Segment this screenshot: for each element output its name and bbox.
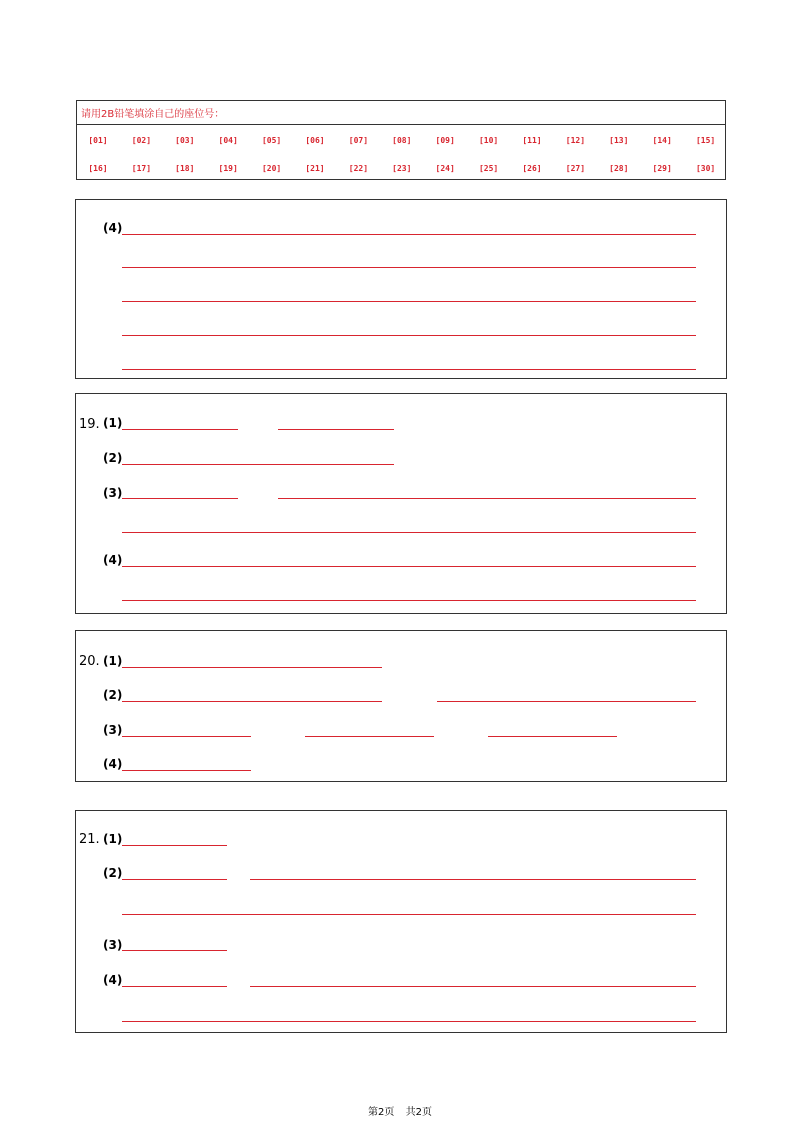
seat-option[interactable]: [06] [305, 136, 325, 145]
part-label-4: (4) [103, 757, 123, 771]
seat-option[interactable]: [27] [565, 164, 586, 173]
seat-option[interactable]: [22] [348, 164, 369, 173]
part-label-2: (2) [103, 688, 123, 702]
seat-number-box [76, 100, 726, 180]
seat-option[interactable]: [29] [652, 164, 672, 173]
answer-line[interactable] [250, 986, 696, 987]
seat-option[interactable]: [07] [348, 136, 369, 145]
seat-row-1 [77, 136, 725, 150]
seat-option[interactable]: [30] [695, 164, 716, 173]
seat-option[interactable]: [28] [609, 164, 629, 173]
answer-line[interactable] [122, 267, 696, 268]
seat-row-2 [77, 164, 725, 178]
answer-line[interactable] [250, 879, 696, 880]
seat-option[interactable]: [12] [565, 136, 586, 145]
answer-line[interactable] [122, 532, 696, 533]
answer-line[interactable] [122, 770, 251, 771]
page-footer [0, 1103, 800, 1118]
answer-line[interactable] [122, 950, 227, 951]
seat-option[interactable]: [19] [218, 164, 238, 173]
seat-option[interactable]: [14] [652, 136, 672, 145]
seat-option[interactable]: [01] [88, 136, 108, 145]
answer-line[interactable] [122, 464, 394, 465]
answer-line[interactable] [122, 667, 382, 668]
answer-line[interactable] [122, 914, 696, 915]
seat-option[interactable]: [02] [131, 136, 152, 145]
answer-line[interactable] [122, 701, 382, 702]
answer-box-20 [75, 630, 727, 782]
seat-option[interactable]: [04] [218, 136, 238, 145]
answer-box-19 [75, 393, 727, 614]
seat-option[interactable]: [18] [175, 164, 195, 173]
part-label-1: (1) [103, 654, 123, 668]
page-total: 共2页 [405, 1107, 432, 1118]
part-label-2: (2) [103, 866, 123, 880]
seat-option[interactable]: [15] [695, 136, 716, 145]
seat-option[interactable]: [21] [305, 164, 325, 173]
answer-line[interactable] [122, 369, 696, 370]
page-number: 第2页 [368, 1107, 395, 1118]
seat-option[interactable]: [11] [522, 136, 542, 145]
divider [77, 124, 725, 125]
seat-option[interactable]: [13] [609, 136, 629, 145]
answer-line[interactable] [305, 736, 434, 737]
question-number: 20. [79, 654, 100, 669]
answer-line[interactable] [122, 234, 696, 235]
seat-option[interactable]: [09] [435, 136, 455, 145]
seat-instruction: 请用2B铅笔填涂自己的座位号： [81, 109, 225, 120]
seat-option[interactable]: [10] [478, 136, 499, 145]
part-label-4: (4) [103, 973, 123, 987]
answer-line[interactable] [122, 429, 238, 430]
seat-option[interactable]: [08] [392, 136, 412, 145]
part-label-1: (1) [103, 832, 123, 846]
answer-line[interactable] [122, 566, 696, 567]
seat-option[interactable]: [17] [131, 164, 152, 173]
question-number: 21. [79, 832, 100, 847]
seat-option[interactable]: [26] [522, 164, 542, 173]
answer-line[interactable] [278, 498, 696, 499]
answer-line[interactable] [437, 701, 696, 702]
seat-option[interactable]: [05] [261, 136, 282, 145]
answer-line[interactable] [122, 879, 227, 880]
part-label-2: (2) [103, 451, 123, 465]
part-label-4: (4) [103, 553, 123, 567]
answer-line[interactable] [122, 301, 696, 302]
seat-option[interactable]: [25] [478, 164, 499, 173]
answer-line[interactable] [488, 736, 617, 737]
answer-line[interactable] [122, 498, 238, 499]
answer-line[interactable] [122, 736, 251, 737]
part-label-3: (3) [103, 938, 123, 952]
seat-option[interactable]: [20] [261, 164, 282, 173]
answer-line[interactable] [122, 335, 696, 336]
part-label-3: (3) [103, 486, 123, 500]
seat-option[interactable]: [23] [392, 164, 412, 173]
answer-box-21 [75, 810, 727, 1033]
answer-line[interactable] [122, 1021, 696, 1022]
seat-option[interactable]: [03] [175, 136, 195, 145]
seat-option[interactable]: [24] [435, 164, 455, 173]
answer-line[interactable] [122, 845, 227, 846]
answer-line[interactable] [278, 429, 394, 430]
part-label-4: (4) [103, 221, 123, 235]
answer-box-18-continued [75, 199, 727, 379]
part-label-1: (1) [103, 416, 123, 430]
part-label-3: (3) [103, 723, 123, 737]
question-number: 19. [79, 417, 100, 432]
answer-line[interactable] [122, 986, 227, 987]
answer-line[interactable] [122, 600, 696, 601]
seat-option[interactable]: [16] [88, 164, 108, 173]
